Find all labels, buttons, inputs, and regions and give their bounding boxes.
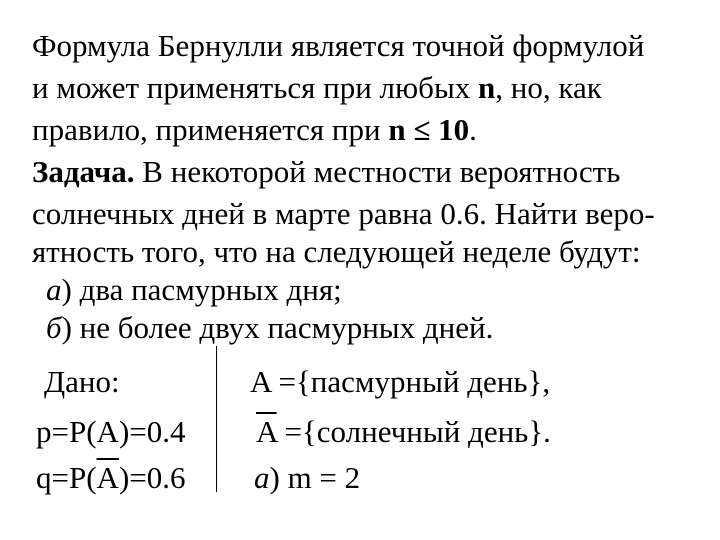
text-segment: правило, применяется при [32, 112, 389, 147]
variable-n: n [478, 70, 496, 105]
item-text: ) два пасмурных дня; [61, 272, 342, 307]
condition-n-le-10: n ≤ 10 [388, 112, 470, 147]
item-letter: а [254, 460, 270, 495]
event-definition-a-bar [256, 414, 551, 450]
event-def-text: ={солнечный день}. [276, 414, 551, 449]
text-segment: p=P( [36, 414, 97, 449]
given-heading [44, 364, 120, 400]
formula-statement: Формула Бернулли является точной формулой [32, 28, 645, 63]
text-line-1 [32, 28, 644, 64]
item-letter: а [46, 272, 62, 307]
task-label: Задача. [32, 154, 135, 189]
event-a: A [250, 364, 271, 399]
m-definition: ) m = 2 [269, 460, 361, 495]
text-line-2 [32, 70, 602, 106]
item-text: ) не более двух пасмурных дней. [61, 310, 494, 345]
event-a: A [96, 414, 119, 449]
item-letter: б [46, 310, 62, 345]
text-segment: . [469, 112, 477, 147]
text-segment: )=0.6 [118, 460, 186, 495]
event-def-text: ={пасмурный день}, [270, 364, 551, 399]
event-a-bar: $\overline{A}$ [96, 460, 119, 495]
text-segment: и может применяться при любых [32, 70, 479, 105]
text-line-6 [32, 234, 641, 270]
task-item-a [46, 272, 342, 308]
text-segment: В некоторой местности вероятность [134, 154, 621, 189]
case-a-m [254, 460, 360, 496]
event-definition-a [250, 364, 550, 400]
vertical-divider [216, 346, 217, 492]
text-line-3 [32, 112, 477, 148]
text-segment: солнечных дней в марте равна 0.6. Найти веро- [32, 196, 655, 231]
text-line-4 [32, 154, 620, 190]
text-segment: q=P( [36, 460, 97, 495]
given-heading-text: Дано: [44, 364, 120, 399]
given-q [36, 460, 186, 496]
text-segment: , но, как [495, 70, 602, 105]
text-segment: )=0.4 [118, 414, 186, 449]
text-line-5 [32, 196, 655, 232]
given-p [36, 414, 186, 450]
text-segment: ятность того, что на следующей неделе будут: [32, 234, 641, 269]
task-item-b [46, 310, 493, 346]
event-a-bar: $\overline{A}$ [256, 414, 277, 449]
